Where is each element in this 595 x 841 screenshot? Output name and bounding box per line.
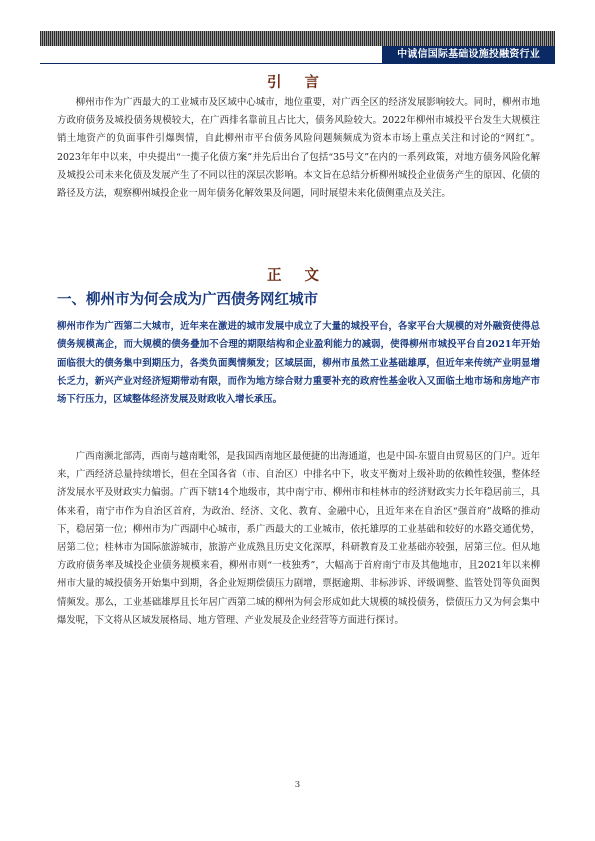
intro-paragraph: 柳州市作为广西最大的工业城市及区域中心城市，地位重要，对广西全区的经济发展影响较大。同时，柳州市地方政府债务及城投债务规模较大，在广西排名靠前且占比大，债务风险较大。2022年柳州市城投平台发生大规模注销土地资产的负面事件引爆舆情，自此柳州市平台债务风险问题频频成为资本市场上重点关注和讨论的“网红”。2023年年中以来，中央提出“一揽子化债方案”并先后出台了包括“35号文”在内的一系列政策，对地方债务风险化解及城投公司未来化债及发展产生了不同以往的深层次影响。本文旨在总结分析柳州城投企业债务产生的原因、化债的路径及方法，观察柳州城投企业一周年债务化解效果及问题，同时展望未来化债侧重点及关注。 [57,97,540,200]
section-paragraph: 广西南濒北部湾，西南与越南毗邻，是我国西南地区最便捷的出海通道，也是中国-东盟自由贸易区的门户。近年来，广西经济总量持续增长，但在全国各省（市、自治区）中排名中下，收支平衡对上级补助的依赖性较强，整体经济发展水平及财政实力偏弱。广西下辖14个地级市，其中南宁市、柳州市和桂林市的经济财政实力长年稳居前三，具体来看，南宁市作为自治区首府，为政治、经济、文化、教育、金融中心，且近年来在自治区“强首府”战略的推动下，稳居第一位；柳州市为广西副中心城市，系广西最大的工业城市，依托雄厚的工业基础和较好的水路交通优势，居第二位；桂林市为国际旅游城市，旅游产业成熟且历史文化深厚，科研教育及工业基础亦较强，居第三位。但从地方政府债务率及城投企业债务规模来看，柳州市则“一枝独秀”，大幅高于首府南宁市及其他地市，且2021年以来柳州市大量的城投债务开始集中到期，各企业短期偿债压力剧增，票据逾期、非标涉诉、评级调整、监管处罚等负面舆情频发。那么，工业基础雄厚且长年居广西第二城的柳州为何会形成如此大规模的城投债务，偿债压力又为何会集中爆发呢，下文将从区域发展格局、地方管理、产业发展及企业经营等方面进行探讨。 [57,451,540,626]
header-divider [40,63,555,64]
header-category-tag: 中诚信国际基础设施投融资行业 [382,46,555,63]
section-summary: 柳州市作为广西第二大城市，近年来在激进的城市发展中成立了大量的城投平台，各家平台大规模的对外融资使得总债务规模高企，而大规模的债务叠加不合理的期限结构和企业盈利能力的减弱，使得柳州市城投平台自2021年开始面临很大的债务集中到期压力，各类负面舆情频发；区域层面，柳州市虽然工业基础雄厚，但近年来传统产业明显增长乏力，新兴产业对经济短期带动有限，而作为地方综合财力重要补充的政府性基金收入又面临土地市场和房地产市场下行压力，区域整体经济发展及财政收入增长承压。 [57,321,540,406]
body-title: 正 文 [266,267,329,284]
page-number: 3 [294,780,301,790]
intro-title: 引 言 [266,74,329,91]
section-heading: 一、柳州市为何会成为广西债务网红城市 [57,292,318,308]
header-decorative-band [40,31,555,46]
